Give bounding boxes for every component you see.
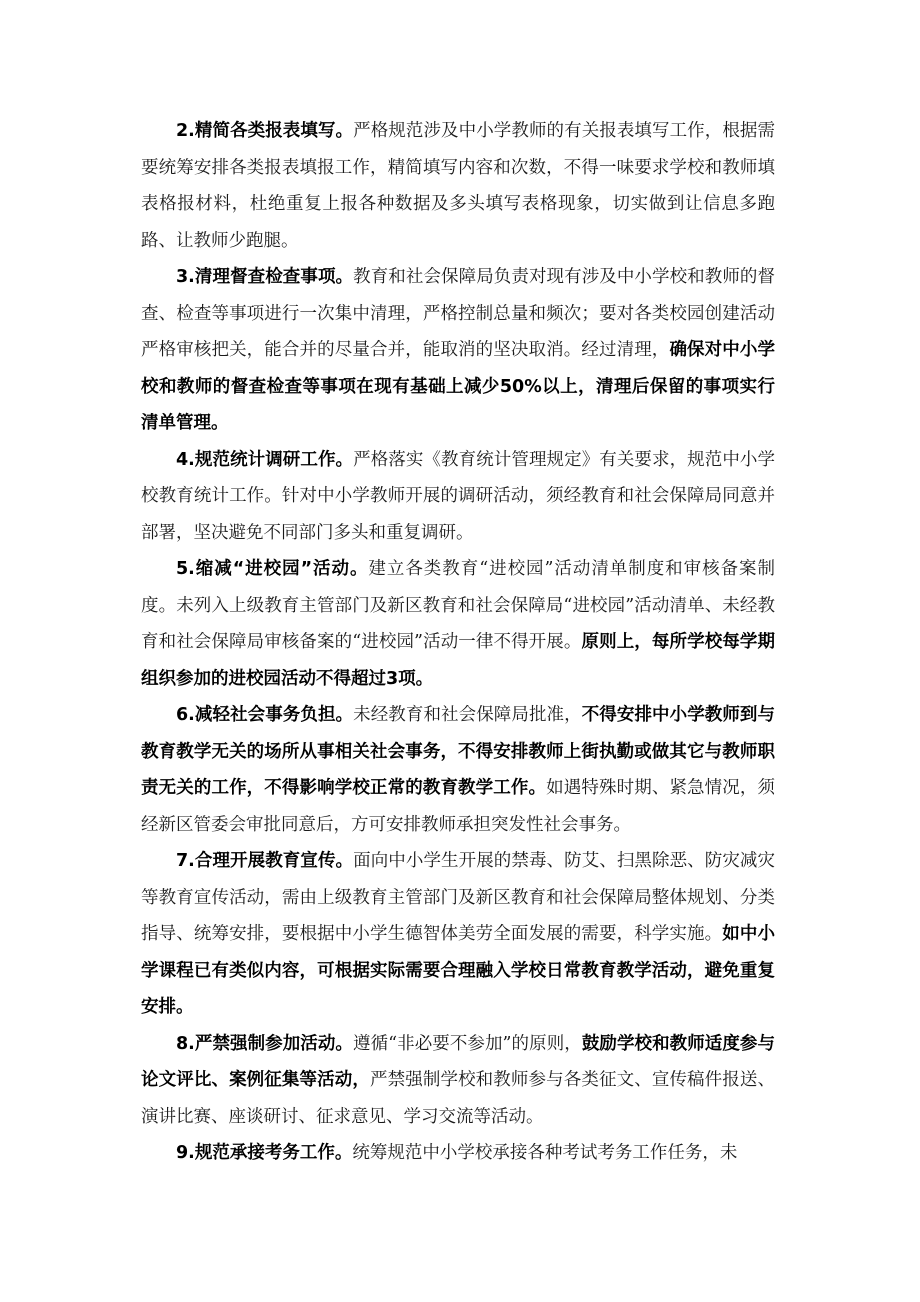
paragraph-emphasis: 不得安排中小学教师到与教育教学无关的场所从事相关社会事务，不得安排教师上街执勤或做其它与教师职责无关的工作，不得影响学校正常的教育教学工作。 bbox=[141, 705, 776, 798]
paragraph-5 bbox=[141, 551, 775, 697]
paragraph-text: 未经教育和社会保障局批准， bbox=[353, 705, 582, 725]
paragraph-heading: 6.减轻社会事务负担。 bbox=[176, 705, 354, 725]
paragraph-heading: 2.精简各类报表填写。 bbox=[176, 121, 354, 141]
paragraph-text: 建立各类教育“进校园”活动清单制度和审核备案制度。未列入上级教育主管部门及新区教育和社会保障局“进校园”活动清单、未经教育和社会保障局审核备案的“进校园”活动一律不得开展。 bbox=[141, 559, 775, 652]
paragraph-heading: 8.严禁强制参加活动。 bbox=[176, 1033, 353, 1054]
paragraph-text: 教育和社会保障局负责对现有涉及中小学校和教师的督查、检查等事项进行一次集中清理，严格控制总量和频次；要对各类校园创建活动严格审核把关，能合并的尽量合并，能取消的坚决取消。经过清理， bbox=[141, 267, 776, 360]
paragraph-emphasis: 确保对中小学校和教师的督查检查等事项在现有基础上减少50%以上，清理后保留的事项实行清单管理。 bbox=[141, 340, 776, 433]
paragraph-heading: 7.合理开展教育宣传。 bbox=[176, 851, 354, 871]
paragraph-text: 严格规范涉及中小学教师的有关报表填写工作，根据需要统筹安排各类报表填报工作，精简填写内容和次数，不得一味要求学校和教师填表格报材料，杜绝重复上报各种数据及多头填写表格现象，切实做到让信息多跑路、让教师少跑腿。 bbox=[141, 121, 776, 251]
paragraph-text: 严格落实《教育统计管理规定》有关要求，规范中小学校教育统计工作。针对中小学教师开展的调研活动，须经教育和社会保障局同意并部署，坚决避免不同部门多头和重复调研。 bbox=[141, 449, 776, 543]
paragraph-heading: 4.规范统计调研工作。 bbox=[176, 449, 354, 470]
paragraph-8 bbox=[141, 1026, 775, 1136]
paragraph-6 bbox=[141, 697, 775, 843]
paragraph-text: 严禁强制学校和教师参与各类征文、宣传稿件报送、演讲比赛、座谈研讨、征求意见、学习交流等活动。 bbox=[141, 1070, 776, 1127]
paragraph-4 bbox=[141, 442, 775, 552]
paragraph-7 bbox=[141, 843, 775, 1026]
paragraph-2 bbox=[141, 113, 775, 259]
paragraph-3 bbox=[141, 259, 775, 442]
paragraph-emphasis: 鼓励学校和教师适度参与论文评比、案例征集等活动， bbox=[141, 1033, 775, 1090]
paragraph-text: 遵循“非必要不参加”的原则， bbox=[353, 1033, 582, 1054]
paragraph-9 bbox=[141, 1135, 775, 1172]
paragraph-heading: 5.缩减“进校园”活动。 bbox=[176, 559, 369, 579]
paragraph-text: 统筹规范中小学校承接各种考试考务工作任务，未 bbox=[352, 1143, 738, 1163]
paragraph-heading: 3.清理督查检查事项。 bbox=[176, 267, 354, 287]
paragraph-text: 如遇特殊时期、紧急情况，须经新区管委会审批同意后，方可安排教师承担突发性社会事务。 bbox=[141, 778, 776, 835]
paragraph-heading: 9.规范承接考务工作。 bbox=[176, 1143, 353, 1163]
paragraph-text: 面向中小学生开展的禁毒、防艾、扫黑除恶、防灾减灾等教育宣传活动，需由上级教育主管部门及新区教育和社会保障局整体规划、分类指导、统筹安排，要根据中小学生德智体美劳全面发展的需要，科学实施。 bbox=[141, 851, 776, 944]
document-body bbox=[141, 113, 775, 1172]
paragraph-emphasis: 如中小学课程已有类似内容，可根据实际需要合理融入学校日常教育教学活动，避免重复安排。 bbox=[141, 924, 776, 1017]
paragraph-emphasis: 原则上，每所学校每学期组织参加的进校园活动不得超过3项。 bbox=[141, 632, 775, 689]
